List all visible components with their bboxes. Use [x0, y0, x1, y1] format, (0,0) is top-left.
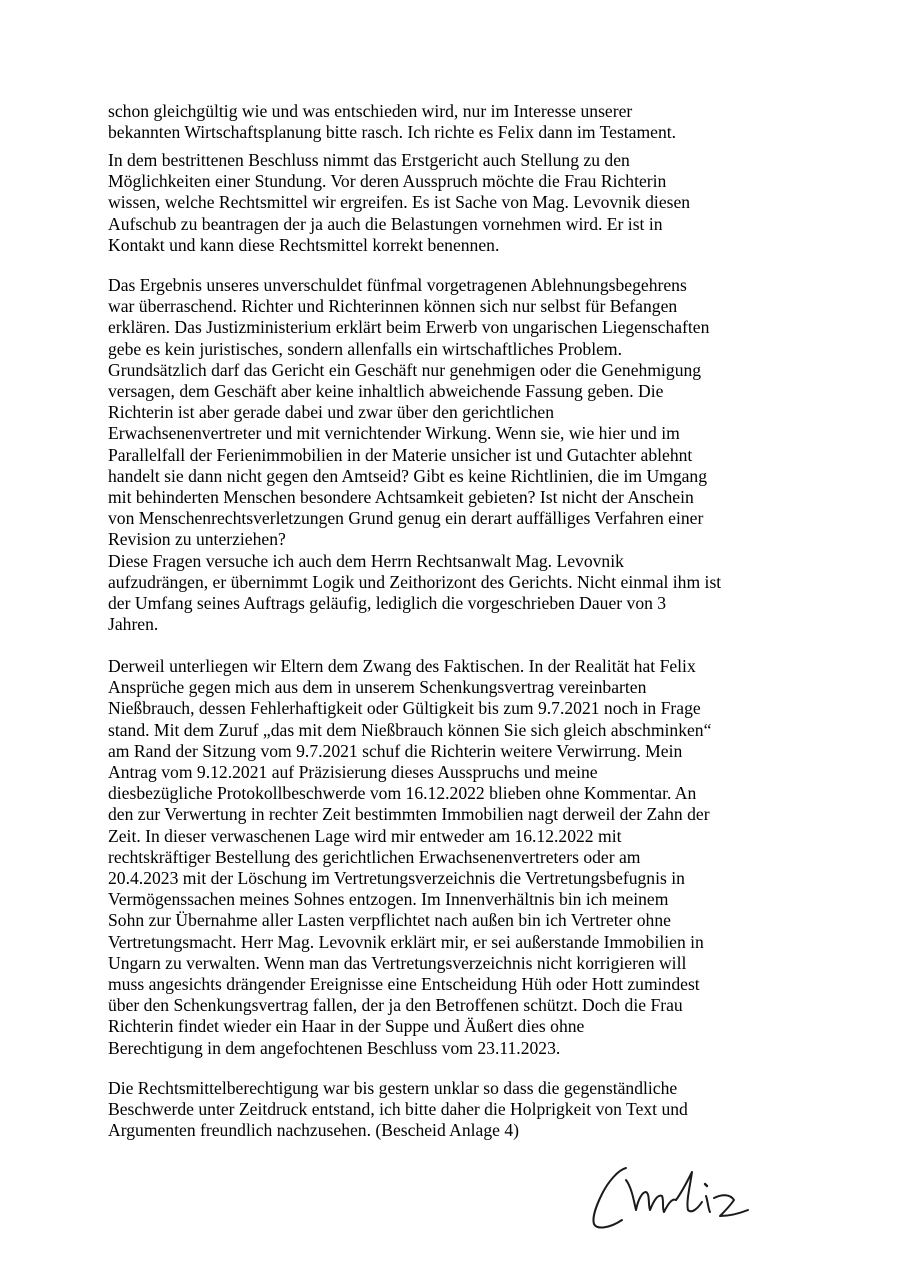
- text-line: Antrag vom 9.12.2021 auf Präzisierung dieses Ausspruchs und meine: [108, 762, 598, 783]
- text-line: versagen, dem Geschäft aber keine inhaltlich abweichende Fassung geben. Die: [108, 381, 664, 402]
- paragraph-1: [108, 101, 828, 143]
- text-line: Möglichkeiten einer Stundung. Vor deren Ausspruch möchte die Frau Richterin: [108, 171, 667, 192]
- text-line: rechtskräftiger Bestellung des gerichtlichen Erwachsenenvertreters oder am: [108, 846, 641, 867]
- text-line: muss angesichts drängender Ereignisse eine Entscheidung Hüh oder Hott zumindest: [108, 974, 700, 995]
- text-line: handelt sie dann nicht gegen den Amtseid? Gibt es keine Richtlinien, die im Umgang: [108, 465, 708, 486]
- text-line: Jahren.: [108, 614, 159, 635]
- text-line: war überraschend. Richter und Richterinnen können sich nur selbst für Befangen: [108, 296, 678, 317]
- text-line: Aufschub zu beantragen der ja auch die Belastungen vornehmen wird. Er ist in: [108, 213, 663, 234]
- text-line: Die Rechtsmittelberechtigung war bis gestern unklar so dass die gegenständliche: [108, 1078, 678, 1098]
- text-line: Revision zu unterziehen?: [108, 529, 286, 550]
- text-line: Vertretungsmacht. Herr Mag. Levovnik erklärt mir, er sei außerstande Immobilien in: [108, 931, 704, 952]
- text-line: Argumenten freundlich nachzusehen. (Bescheid Anlage 4): [108, 1120, 520, 1141]
- text-line: stand. Mit dem Zuruf „das mit dem Nießbrauch können Sie sich gleich abschminken“: [108, 719, 712, 740]
- text-line: Kontakt und kann diese Rechtsmittel korrekt benennen.: [108, 234, 500, 255]
- text-line: aufzudrängen, er übernimmt Logik und Zeithorizont des Gerichts. Nicht einmal ihm ist: [108, 571, 722, 592]
- text-line: Berechtigung in dem angefochtenen Beschluss vom 23.11.2023.: [108, 1037, 561, 1058]
- handwritten-signature-icon: [588, 1158, 758, 1238]
- text-line: Diese Fragen versuche ich auch dem Herrn Rechtsanwalt Mag. Levovnik: [108, 550, 624, 571]
- text-line: Richterin ist aber gerade dabei und zwar über den gerichtlichen: [108, 402, 555, 423]
- text-line: Sohn zur Übernahme aller Lasten verpflichtet nach außen bin ich Vertreter ohne: [108, 910, 671, 931]
- text-line: bekannten Wirtschaftsplanung bitte rasch. Ich richte es Felix dann im Testament.: [108, 122, 677, 143]
- text-line: am Rand der Sitzung vom 9.7.2021 schuf die Richterin weitere Verwirrung. Mein: [108, 740, 683, 761]
- text-line: von Menschenrechtsverletzungen Grund genug ein derart auffälliges Verfahren einer: [108, 508, 704, 529]
- text-line: über den Schenkungsvertrag fallen, der ja den Betroffenen schützt. Doch die Frau: [108, 995, 683, 1016]
- text-line: schon gleichgültig wie und was entschieden wird, nur im Interesse unserer: [108, 101, 633, 121]
- text-line: Das Ergebnis unseres unverschuldet fünfmal vorgetragenen Ablehnungsbegehrens: [108, 275, 687, 295]
- text-line: 20.4.2023 mit der Löschung im Vertretungsverzeichnis die Vertretungsbefugnis in: [108, 868, 685, 889]
- paragraph-5: [108, 1078, 828, 1142]
- paragraph-4: [108, 656, 828, 1059]
- text-line: Zeit. In dieser verwaschenen Lage wird mir entweder am 16.12.2022 mit: [108, 825, 622, 846]
- text-line: Grundsätzlich darf das Gericht ein Geschäft nur genehmigen oder die Genehmigung: [108, 359, 702, 380]
- text-line: Derweil unterliegen wir Eltern dem Zwang des Faktischen. In der Realität hat Felix: [108, 656, 696, 676]
- text-line: Ansprüche gegen mich aus dem in unserem Schenkungsvertrag vereinbarten: [108, 677, 647, 698]
- text-line: Vermögenssachen meines Sohnes entzogen. Im Innenverhältnis bin ich meinem: [108, 889, 669, 910]
- text-line: diesbezügliche Protokollbeschwerde vom 16.12.2022 blieben ohne Kommentar. An: [108, 783, 697, 804]
- text-line: Parallelfall der Ferienimmobilien in der Materie unsicher ist und Gutachter ablehnt: [108, 444, 693, 465]
- text-line: Nießbrauch, dessen Fehlerhaftigkeit oder Gültigkeit bis zum 9.7.2021 noch in Frage: [108, 698, 701, 719]
- text-line: Erwachsenenvertreter und mit vernichtender Wirkung. Wenn sie, wie hier und im: [108, 423, 680, 444]
- text-line: In dem bestrittenen Beschluss nimmt das Erstgericht auch Stellung zu den: [108, 150, 630, 170]
- text-line: Ungarn zu verwalten. Wenn man das Vertretungsverzeichnis nicht korrigieren will: [108, 952, 687, 973]
- paragraph-3: [108, 275, 828, 635]
- paragraph-2: [108, 150, 828, 256]
- text-line: mit behinderten Menschen besondere Achtsamkeit gebieten? Ist nicht der Anschein: [108, 487, 694, 508]
- text-line: erklären. Das Justizministerium erklärt beim Erwerb von ungarischen Liegenschaften: [108, 317, 710, 338]
- text-line: Beschwerde unter Zeitdruck entstand, ich bitte daher die Holprigkeit von Text und: [108, 1099, 688, 1120]
- text-line: gebe es kein juristisches, sondern allenfalls ein wirtschaftliches Problem.: [108, 338, 622, 359]
- text-line: der Umfang seines Auftrags geläufig, lediglich die vorgeschrieben Dauer von 3: [108, 593, 667, 614]
- text-line: den zur Verwertung in rechter Zeit bestimmten Immobilien nagt derweil der Zahn der: [108, 804, 710, 825]
- text-line: wissen, welche Rechtsmittel wir ergreifen. Es ist Sache von Mag. Levovnik diesen: [108, 192, 691, 213]
- text-line: Richterin findet wieder ein Haar in der Suppe und Äußert dies ohne: [108, 1016, 585, 1037]
